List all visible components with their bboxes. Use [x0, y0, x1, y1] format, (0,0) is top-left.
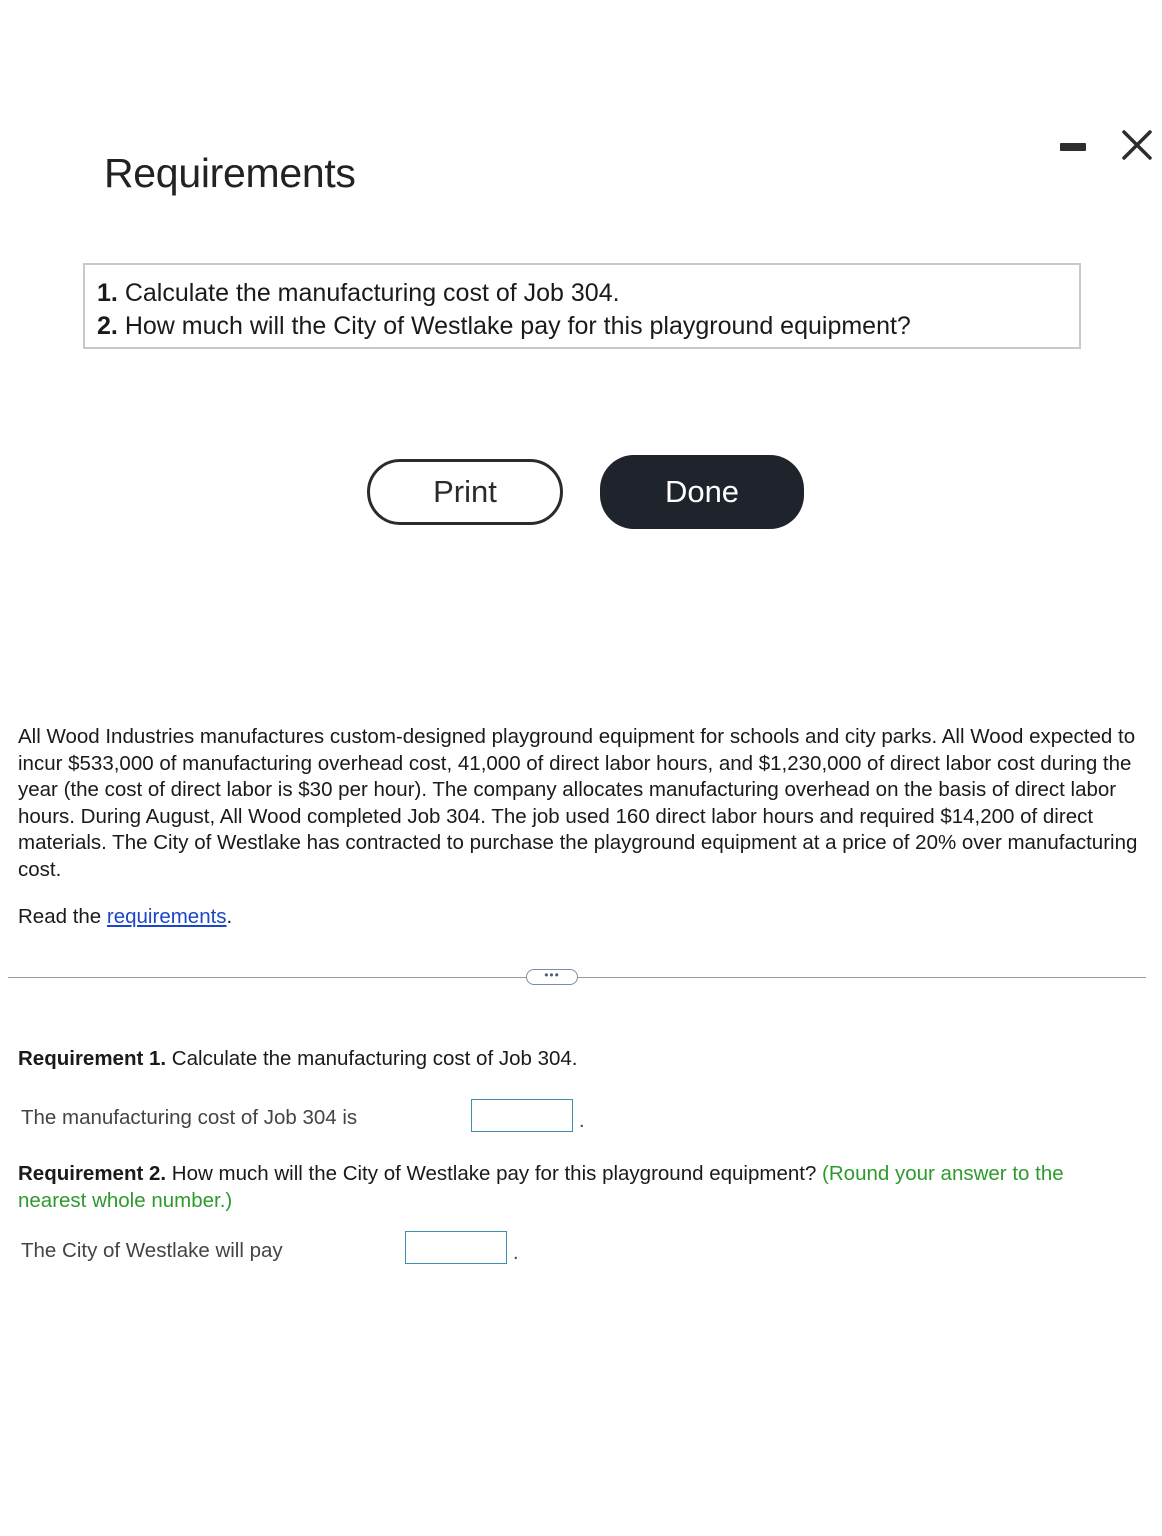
requirement-2-text: How much will the City of Westlake pay for this playground equipment?: [166, 1162, 823, 1185]
read-suffix: .: [226, 905, 233, 928]
requirement-1-label: Requirement 1.: [18, 1047, 167, 1070]
manufacturing-cost-input[interactable]: [471, 1099, 573, 1132]
requirement-1-heading: [18, 1045, 578, 1072]
problem-statement: All Wood Industries manufactures custom-designed playground equipment for schools and city parks. All Wood expected to incur $533,000 of manufacturing overhead cost, 41,000 of direct labor hours, and $1,230,000 of direct labor cost during the year (the cost of direct labor is $30 per hour). The company allocates manufacturing overhead on the basis of direct labor hours. During August, All Wood completed Job 304. The job used 160 direct labor hours and required $14,200 of direct materials. The City of Westlake has contracted to purchase the playground equipment at a price of 20% over manufacturing cost.: [18, 725, 1138, 881]
answer-period: .: [579, 1110, 585, 1132]
requirement-item: [97, 277, 1079, 310]
requirement-text: Calculate the manufacturing cost of Job 304.: [124, 279, 620, 307]
requirements-link[interactable]: requirements: [106, 905, 227, 928]
city-payment-input[interactable]: [405, 1231, 507, 1264]
requirements-box: [83, 263, 1081, 349]
requirement-2-label: Requirement 2.: [18, 1162, 167, 1185]
expand-ellipsis-button[interactable]: •••: [526, 969, 578, 985]
city-payment-label: The City of Westlake will pay: [21, 1239, 283, 1262]
requirement-number: 1.: [97, 279, 118, 307]
close-icon[interactable]: [1118, 126, 1156, 164]
read-requirements-line: [18, 904, 232, 930]
minimize-icon[interactable]: [1060, 143, 1086, 151]
read-prefix: Read the: [18, 905, 107, 928]
done-button[interactable]: Done: [600, 455, 804, 529]
requirement-text: How much will the City of Westlake pay for this playground equipment?: [124, 312, 911, 340]
requirement-2-heading: [18, 1160, 1128, 1214]
print-button[interactable]: Print: [367, 459, 563, 525]
requirement-item: [97, 310, 1079, 343]
requirement-number: 2.: [97, 312, 118, 340]
answer-period: .: [513, 1242, 519, 1264]
manufacturing-cost-label: The manufacturing cost of Job 304 is: [21, 1106, 358, 1129]
popup-title: Requirements: [104, 150, 356, 196]
requirement-1-text: Calculate the manufacturing cost of Job 304.: [166, 1047, 578, 1070]
rounding-hint: (Round your answer to the nearest whole number.): [18, 1162, 1064, 1212]
